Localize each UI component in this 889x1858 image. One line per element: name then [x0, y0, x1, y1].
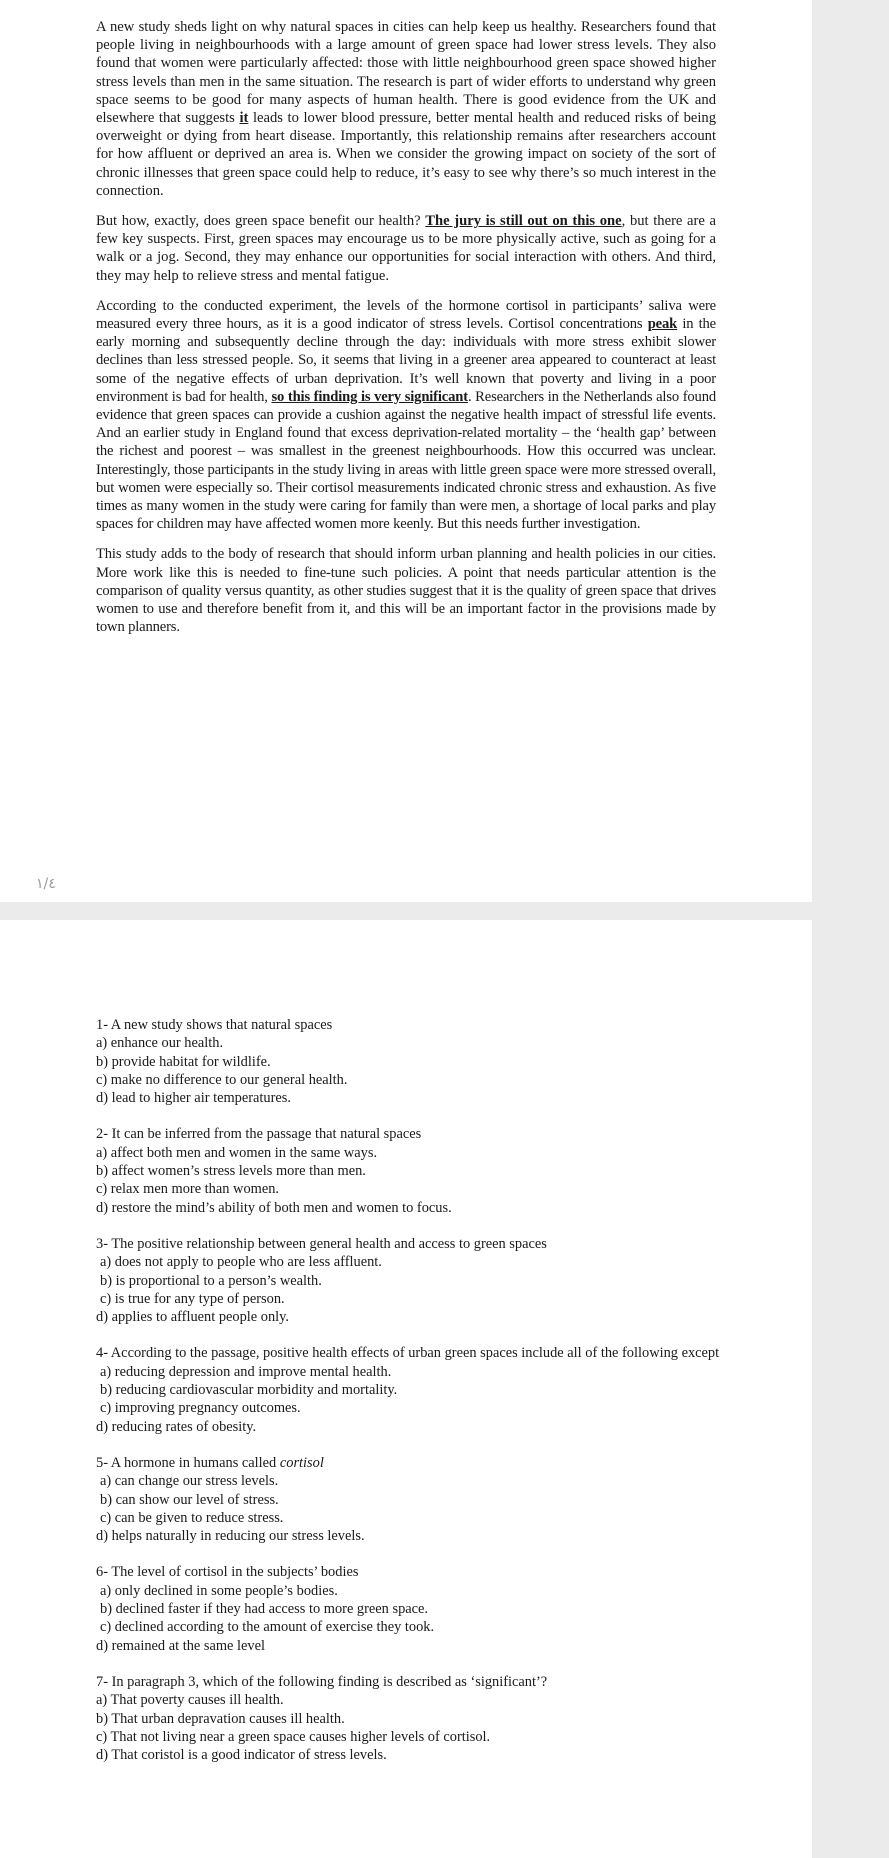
question-stem: 4- According to the passage, positive health effects of urban green spaces include all of the following except [96, 1345, 720, 1362]
underlined-significant-phrase: so this finding is very significant [271, 388, 468, 405]
question-stem: 5- A hormone in humans called cortisol [96, 1454, 324, 1471]
question-stem: 6- The level of cortisol in the subjects’ bodies [96, 1564, 359, 1581]
question-stem: 1- A new study shows that natural spaces [96, 1017, 333, 1033]
paragraph-1: A new study sheds light on why natural spaces in cities can help keep us healthy. Researchers found that people living in neighbourhoods with a large amount of green space had lower stress levels. They also found that women were particularly affected: those with little neighbourhood green space showed higher stress levels than men in the same situation. The research is part of wider efforts to understand why green space seems to be good for many aspects of human health. There is good evidence from the UK and elsewhere that suggests it leads to lower blood pressure, better mental health and reduced risks of being overweight or dying from heart disease. Importantly, this relationship remains after researchers account for how affluent or deprived an area is. When we consider the growing impact on society of the sort of chronic illnesses that green space could help to reduce, it’s easy to see why there’s so much interest in the connection. [96, 19, 717, 199]
cortisol-italic: cortisol [279, 1454, 324, 1471]
question-5 [96, 1454, 736, 1545]
question-4 [96, 1344, 736, 1435]
reading-passage [96, 18, 716, 649]
paragraph-3: According to the conducted experiment, the levels of the hormone cortisol in participants’ saliva were measured every three hours, as it is a good indicator of stress levels. Cortisol concentrations peak in the early morning and subsequently decline through the day: individuals with more stress exhibit slower declines than less stressed people. So, it seems that living in a greener area appeared to counteract at least some of the negative effects of urban deprivation. It’s well known that poverty and living in a poor environment is bad for health, so this finding is very significant. Researchers in the Netherlands also found evidence that green spaces can provide a cushion against the negative health impact of stressful life events. And an earlier study in England found that excess deprivation-related mortality – the ‘health gap’ between the richest and poorest – was smallest in the greenest neighbourhoods. How this occurred was unclear. Interestingly, those participants in the study living in areas with little green space were more stressed overall, but women were especially so. Their cortisol measurements indicated chronic stress and exhaustion. As five times as many women in the study were caring for family than were men, a shortage of local parks and play spaces for children may have affected women more keenly. But this needs further investigation. [96, 297, 717, 533]
page-number: ١/٤ [36, 876, 56, 892]
question-1 [96, 1016, 736, 1107]
answer-option: c) can be given to reduce stress. [100, 1509, 284, 1526]
question-stem: 2- It can be inferred from the passage that natural spaces [96, 1126, 422, 1143]
page-2 [0, 920, 812, 1858]
page-1 [0, 0, 812, 902]
answer-option: c) declined according to the amount of exercise they took. [100, 1619, 435, 1636]
answer-option: a) That poverty causes ill health. [96, 1692, 284, 1709]
answer-option: d) applies to affluent people only. [96, 1309, 290, 1326]
answer-option: b) declined faster if they had access to more green space. [100, 1601, 429, 1618]
question-7 [96, 1673, 736, 1764]
answer-option: a) does not apply to people who are less affluent. [100, 1254, 382, 1271]
answer-option: d) remained at the same level [96, 1637, 266, 1654]
answer-option: b) affect women’s stress levels more than men. [96, 1163, 366, 1180]
answer-option: b) reducing cardiovascular morbidity and mortality. [100, 1382, 398, 1399]
answer-option: d) reducing rates of obesity. [96, 1418, 257, 1435]
answer-option: d) That coristol is a good indicator of stress levels. [96, 1747, 387, 1764]
question-list [96, 1016, 736, 1782]
answer-option: d) helps naturally in reducing our stress levels. [96, 1528, 365, 1545]
answer-option: c) improving pregnancy outcomes. [100, 1400, 301, 1417]
answer-option: a) only declined in some people’s bodies. [100, 1582, 338, 1599]
answer-option: d) lead to higher air temperatures. [96, 1090, 291, 1107]
question-stem: 3- The positive relationship between general health and access to green spaces [96, 1235, 547, 1252]
answer-option: a) affect both men and women in the same ways. [96, 1144, 378, 1161]
paragraph-2: But how, exactly, does green space benefit our health? The jury is still out on this one, but there are a few key suspects. First, green spaces may encourage us to be more physically active, such as going for a walk or a jog. Second, they may enhance our opportunities for social interaction with others. And third, they may help to relieve stress and mental fatigue. [96, 213, 716, 284]
answer-option: b) is proportional to a person’s wealth. [100, 1272, 322, 1289]
answer-option: c) is true for any type of person. [100, 1290, 285, 1307]
answer-option: a) can change our stress levels. [100, 1473, 279, 1490]
underlined-it: it [239, 110, 249, 127]
answer-option: b) provide habitat for wildlife. [96, 1053, 271, 1070]
question-3 [96, 1235, 736, 1326]
answer-option: a) reducing depression and improve mental health. [100, 1363, 392, 1380]
question-2 [96, 1125, 736, 1216]
answer-option: a) enhance our health. [96, 1035, 224, 1052]
underlined-peak: peak [647, 316, 678, 333]
answer-option: b) That urban depravation causes ill health. [96, 1710, 345, 1727]
paragraph-4: This study adds to the body of research that should inform urban planning and health policies in our cities. More work like this is needed to fine-tune such policies. A point that needs particular attention is the comparison of quality versus quantity, as other studies suggest that it is the quality of green space that drives women to use and therefore benefit from it, and this will be an important factor in the provisions made by town planners. [96, 546, 716, 636]
answer-option: c) That not living near a green space causes higher levels of cortisol. [96, 1728, 491, 1745]
answer-option: c) relax men more than women. [96, 1181, 280, 1198]
answer-option: d) restore the mind’s ability of both men and women to focus. [96, 1199, 452, 1216]
answer-option: c) make no difference to our general health. [96, 1071, 348, 1088]
answer-option: b) can show our level of stress. [100, 1491, 279, 1508]
question-6 [96, 1563, 736, 1654]
underlined-jury-phrase: The jury is still out on this one [425, 213, 622, 230]
question-stem: 7- In paragraph 3, which of the following finding is described as ‘significant’? [96, 1673, 548, 1690]
